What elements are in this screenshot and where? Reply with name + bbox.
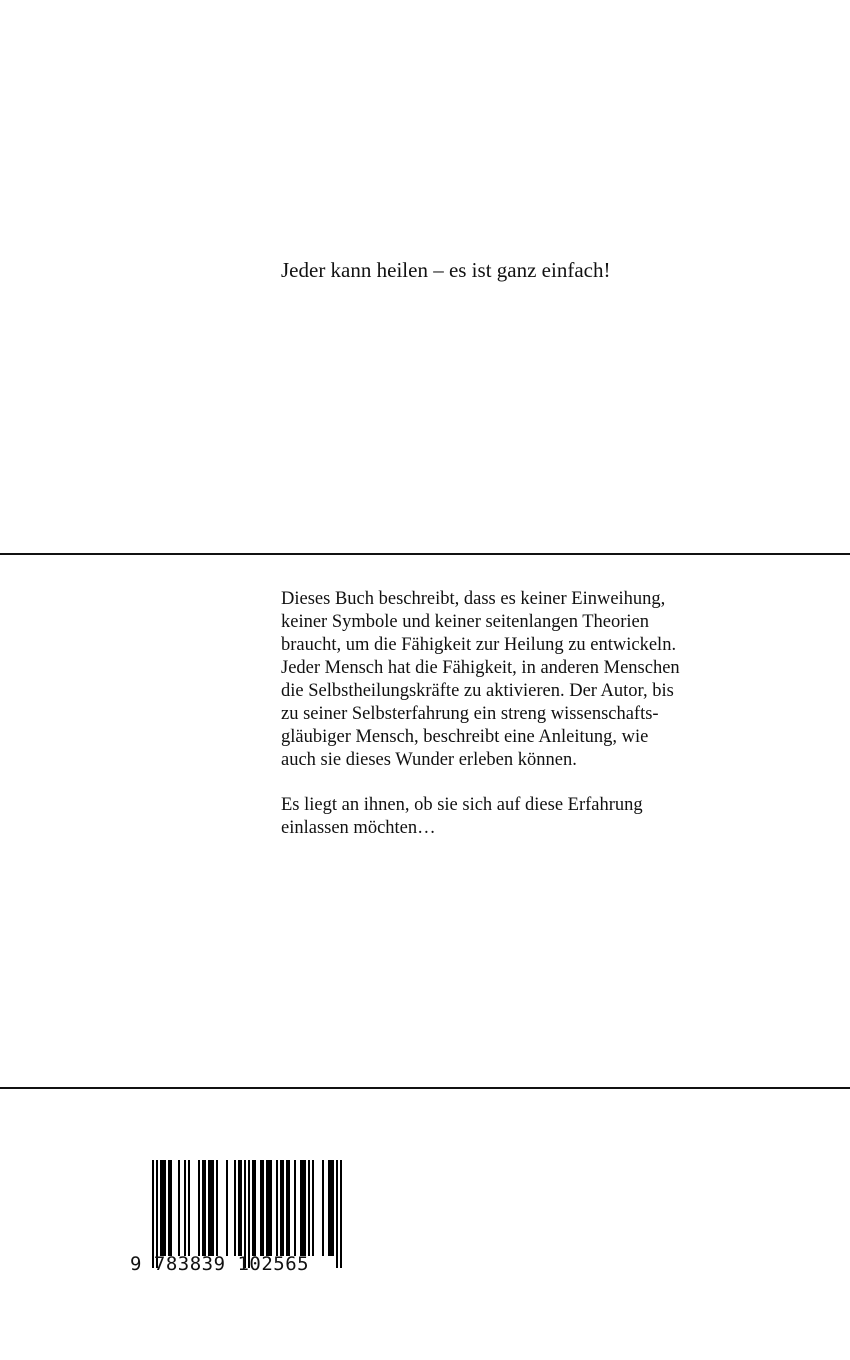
barcode-bar xyxy=(300,1160,302,1256)
barcode-bar xyxy=(198,1160,200,1256)
barcode-bar xyxy=(210,1160,212,1256)
barcode-bar xyxy=(266,1160,268,1256)
barcode-bar xyxy=(288,1160,290,1256)
barcode-bar xyxy=(328,1160,330,1256)
barcode-bar xyxy=(252,1160,254,1256)
barcode-bar xyxy=(168,1160,170,1256)
barcode-bar xyxy=(240,1160,242,1256)
top-divider-line xyxy=(0,553,850,555)
barcode-bar xyxy=(162,1160,164,1256)
barcode-bar xyxy=(202,1160,204,1256)
bottom-divider-line xyxy=(0,1087,850,1089)
blurb-line: auch sie dieses Wunder erleben können. xyxy=(281,750,577,770)
barcode-bar xyxy=(208,1160,210,1256)
barcode-bar xyxy=(170,1160,172,1256)
barcode-guard-bar xyxy=(156,1160,158,1268)
blurb-line: gläubiger Mensch, beschreibt eine Anleitung, wie xyxy=(281,727,649,747)
barcode-bar xyxy=(286,1160,288,1256)
barcode-bar xyxy=(304,1160,306,1256)
blurb-paragraph-2 xyxy=(281,794,721,840)
barcode-bar xyxy=(188,1160,190,1256)
blurb-paragraph-1 xyxy=(281,588,721,772)
barcode-bar xyxy=(234,1160,236,1256)
barcode-bar xyxy=(330,1160,332,1256)
barcode-bar xyxy=(270,1160,272,1256)
blurb-line: Dieses Buch beschreibt, dass es keiner Einweihung, xyxy=(281,589,666,609)
barcode-bar xyxy=(332,1160,334,1256)
barcode-bar xyxy=(254,1160,256,1256)
barcode-bar xyxy=(322,1160,324,1256)
barcode-bar xyxy=(178,1160,180,1256)
blurb-line: die Selbstheilungskräfte zu aktivieren. Der Autor, bis xyxy=(281,681,674,701)
barcode-bar xyxy=(204,1160,206,1256)
barcode-bar xyxy=(276,1160,278,1256)
barcode-bar xyxy=(160,1160,162,1256)
barcode-guard-bar xyxy=(336,1160,338,1268)
blurb-line: Es liegt an ihnen, ob sie sich auf diese Erfahrung xyxy=(281,795,643,815)
barcode-bar xyxy=(238,1160,240,1256)
barcode-bar xyxy=(262,1160,264,1256)
barcode-bar xyxy=(282,1160,284,1256)
barcode-bar xyxy=(302,1160,304,1256)
barcode-bar xyxy=(268,1160,270,1256)
barcode-bar xyxy=(312,1160,314,1256)
barcode-digits: 9 783839 102565 xyxy=(130,1253,310,1275)
blurb-line: Jeder Mensch hat die Fähigkeit, in anderen Menschen xyxy=(281,658,680,678)
back-cover-headline: Jeder kann heilen – es ist ganz einfach! xyxy=(281,258,611,282)
barcode-bar xyxy=(216,1160,218,1256)
barcode-bar xyxy=(164,1160,166,1256)
barcode-bar xyxy=(280,1160,282,1256)
blurb-line: zu seiner Selbsterfahrung ein streng wissenschafts- xyxy=(281,704,659,724)
isbn-barcode xyxy=(130,1160,350,1276)
barcode-bar xyxy=(226,1160,228,1256)
barcode-bar xyxy=(294,1160,296,1256)
barcode-bar xyxy=(184,1160,186,1256)
barcode-guard-bar xyxy=(248,1160,250,1268)
barcode-bar xyxy=(260,1160,262,1256)
barcode-guard-bar xyxy=(152,1160,154,1268)
blurb-line: keiner Symbole und keiner seitenlangen Theorien xyxy=(281,612,650,632)
barcode-guard-bar xyxy=(244,1160,246,1268)
barcode-guard-bar xyxy=(340,1160,342,1268)
blurb-line: braucht, um die Fähigkeit zur Heilung zu entwickeln. xyxy=(281,635,677,655)
barcode-bar xyxy=(308,1160,310,1256)
blurb-line: einlassen möchten… xyxy=(281,818,436,838)
barcode-bar xyxy=(212,1160,214,1256)
back-cover-blurb xyxy=(281,588,721,840)
